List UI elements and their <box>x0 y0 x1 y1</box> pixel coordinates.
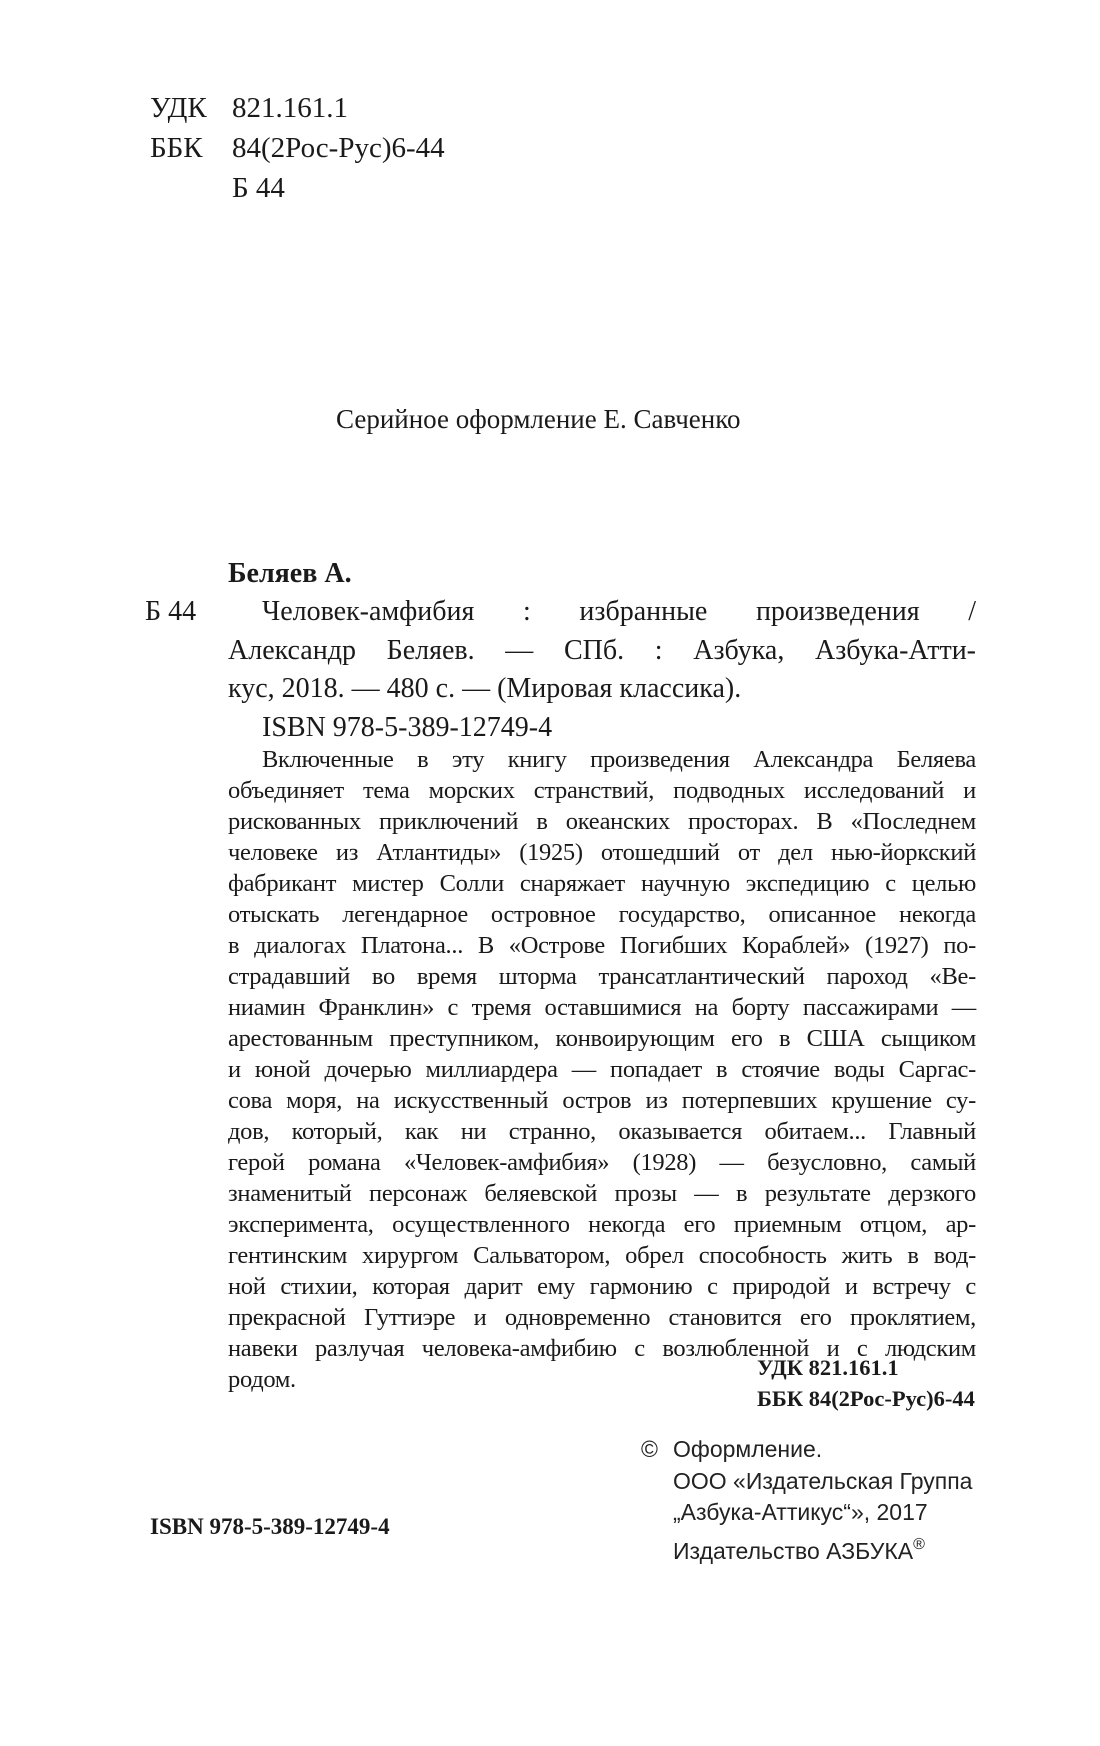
annotation-line: отыскать легендарное островное государство, описанное некогда <box>228 901 976 928</box>
bbk-bottom: ББК 84(2Рос-Рус)6-44 <box>757 1386 975 1411</box>
bibliographic-description <box>228 593 976 747</box>
author-sign-row <box>150 168 445 208</box>
annotation-line: дов, который, как ни странно, оказывается обитаем... Главный <box>228 1118 976 1145</box>
author-sign: Б 44 <box>232 172 285 204</box>
annotation-line: фабрикант мистер Солли снаряжает научную экспедицию с целью <box>228 870 976 897</box>
biblio-line: кус, 2018. — 480 с. — (Мировая классика). <box>228 673 742 704</box>
annotation-line: в диалогах Платона... В «Острове Погибших Кораблей» (1927) по- <box>228 932 976 959</box>
annotation-line: ниамин Франклин» с тремя оставшимися на борту пассажирами — <box>228 994 976 1021</box>
annotation-line: эксперимента, осуществленного некогда его приемным отцом, ар- <box>228 1211 976 1238</box>
annotation-line: Включенные в эту книгу произведения Александра Беляева <box>262 746 976 773</box>
isbn-bottom: ISBN 978-5-389-12749-4 <box>150 1514 390 1539</box>
udk-bottom: УДК 821.161.1 <box>757 1355 899 1380</box>
biblio-line: Александр Беляев. — СПб. : Азбука, Азбука-Атти- <box>228 634 976 666</box>
isbn-record: ISBN 978-5-389-12749-4 <box>262 711 553 743</box>
registered-mark-icon: ® <box>913 1535 925 1553</box>
bbk-row <box>150 128 445 168</box>
annotation-line: сова моря, на искусственный остров из потерпевших крушение су- <box>228 1087 976 1114</box>
annotation-line: страдавший во время шторма трансатлантический пароход «Ве- <box>228 963 976 990</box>
annotation-line: человеке из Атлантиды» (1925) отошедший от дел нью-йоркский <box>228 839 976 866</box>
biblio-line: Человек-амфибия : избранные произведения / <box>262 596 976 627</box>
classification-top <box>150 88 445 208</box>
author-sign-left: Б 44 <box>145 596 197 627</box>
author-heading: Беляев А. <box>228 558 352 589</box>
copyright-icon: © <box>641 1436 658 1462</box>
bbk-value: 84(2Рос-Рус)6-44 <box>232 132 445 164</box>
copyright-block <box>641 1434 972 1567</box>
udk-value: 821.161.1 <box>232 92 348 124</box>
annotation-line: навеки разлучая человека-амфибию с возлюбленной и с людским <box>228 1335 976 1362</box>
copyright-line: ООО «Издательская Группа <box>673 1467 973 1494</box>
annotation-line: герой романа «Человек-амфибия» (1928) — безусловно, самый <box>228 1149 976 1176</box>
annotation-line: родом. <box>228 1366 296 1393</box>
annotation-line: и юной дочерью миллиардера — попадает в стоячие воды Саргас- <box>228 1056 976 1083</box>
annotation-line: гентинским хирургом Сальватором, обрел способность жить в вод- <box>228 1242 976 1269</box>
udk-label: УДК <box>150 92 207 124</box>
bbk-label: ББК <box>150 132 203 164</box>
classification-bottom <box>757 1352 975 1414</box>
annotation-paragraph <box>228 744 976 1395</box>
annotation-line: ной стихии, которая дарит ему гармонию с природой и встречу с <box>228 1273 976 1300</box>
annotation-line: рискованных приключений в океанских просторах. В «Последнем <box>228 808 976 835</box>
copyright-line: „Азбука-Аттикус“», 2017 <box>673 1499 928 1525</box>
annotation-line: объединяет тема морских странствий, подводных исследований и <box>228 777 976 804</box>
annotation-line: прекрасной Гуттиэре и одновременно становится его проклятием, <box>228 1304 976 1331</box>
annotation-line: знаменитый персонаж беляевской прозы — в результате дерзкого <box>228 1180 976 1207</box>
series-design-credit: Серийное оформление Е. Савченко <box>336 404 741 434</box>
copyright-line: Оформление. <box>673 1436 823 1462</box>
annotation-line: арестованным преступником, конвоирующим его в США сыщиком <box>228 1025 976 1052</box>
copyright-line: Издательство АЗБУКА <box>673 1537 914 1564</box>
udk-row <box>150 88 445 128</box>
